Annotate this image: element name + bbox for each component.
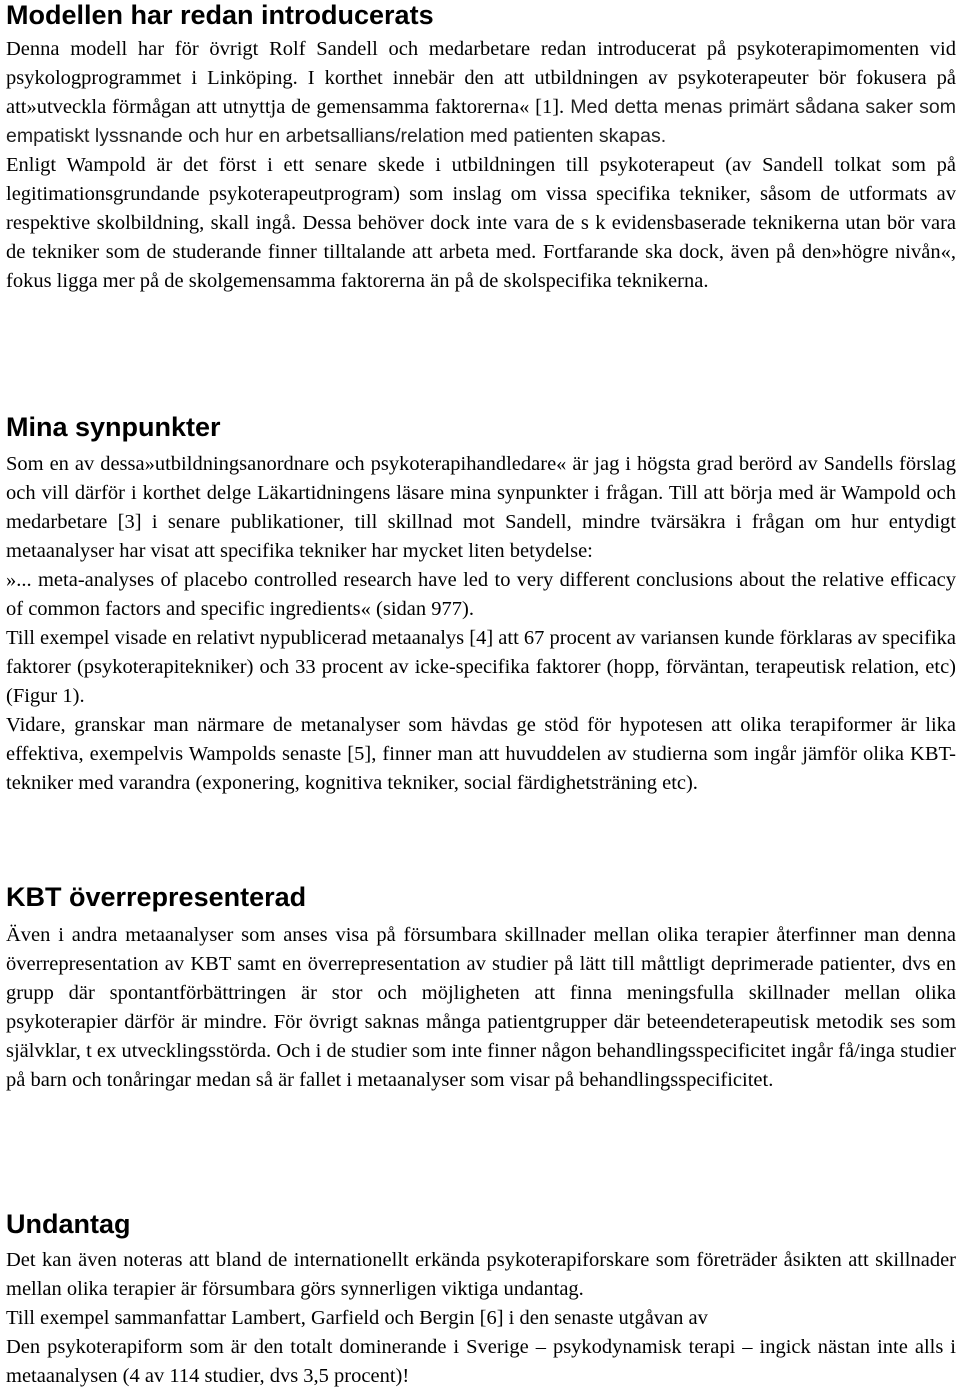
section-heading: KBT överrepresenterad xyxy=(6,882,307,912)
section-undantag xyxy=(6,1209,956,1391)
section-mina-synpunkter xyxy=(6,412,956,798)
paragraph-serif-text: Denna modell har för övrigt Rolf Sandell och medarbetare redan introducerat på psykoterapimomenten vid psykologprogrammet i Linköping. I korthet innebär den att utbildningen av psykoterapeuter bör fokusera på att»utveckla förmågan att utnyttja de gemensamma faktorerna« [1]. xyxy=(6,38,956,118)
paragraph: Som en av dessa»utbildningsanordnare och psykoterapihandledare« är jag i högsta grad berörd av Sandells förslag och vill därför i korthet delge Läkartidningens läsare mina synpunkter i frågan. Till att börja med är Wampold och medarbetare [3] i senare publikationer, till skillnad mot Sandell, mindre tvärsäkra i frågan om hur entydigt metaanalyser har visat att specifika tekniker har mycket liten betydelse: xyxy=(6,453,956,562)
paragraph: Den psykoterapiform som är den totalt dominerande i Sverige – psykodynamisk terapi – ingick nästan inte alls i metaanalysen (4 av 114 studier, dvs 3,5 procent)! xyxy=(6,1336,956,1387)
section-heading: Modellen har redan introducerats xyxy=(6,0,434,30)
paragraph: Till exempel sammanfattar Lambert, Garfield och Bergin [6] i den senaste utgåvan av xyxy=(6,1307,708,1329)
paragraph: Vidare, granskar man närmare de metanalyser som hävdas ge stöd för hypotesen att olika terapiformer är lika effektiva, exempelvis Wampolds senaste [5], finner man att huvuddelen av studierna som ingår jämför olika KBT-tekniker med varandra (exponering, kognitiva tekniker, social färdighetsträning etc). xyxy=(6,714,956,794)
section-heading: Undantag xyxy=(6,1209,131,1239)
section-heading: Mina synpunkter xyxy=(6,412,221,442)
paragraph: Det kan även noteras att bland de internationellt erkända psykoterapiforskare som företräder åsikten att skillnader mellan olika terapier är försumbara görs synnerligen viktiga undantag. xyxy=(6,1249,956,1300)
paragraph: Enligt Wampold är det först i ett senare skede i utbildningen till psykoterapeut (av Sandell tolkat som på legitimationsgrundande psykoterapeutprogram) som inslag om vissa specifika tekniker, såsom de utformats av respektive skolbildning, skall ingå. Dessa behöver dock inte vara de s k evidensbaserade teknikerna utan bör vara de tekniker som de studerande finner tilltalande att arbeta med. Fortfarande ska dock, även på den»högre nivån«, fokus ligga mer på de skolgemensamma faktorerna än på de skolspecifika teknikerna. xyxy=(6,154,956,292)
paragraph: Till exempel visade en relativt nypublicerad metaanalys [4] att 67 procent av variansen kunde förklaras av specifika faktorer (psykoterapitekniker) och 33 procent av icke-specifika faktorer (hopp, förväntan, terapeutisk relation, etc) (Figur 1). xyxy=(6,627,956,707)
section-kbt xyxy=(6,882,956,1095)
paragraph-sans-text: Med detta menas primärt sådana saker som empatiskt lyssnande och hur en arbetsallians/relation med patienten skapas. xyxy=(6,96,956,147)
quote-paragraph: »... meta-analyses of placebo controlled research have led to very different conclusions about the relative efficacy of common factors and specific ingredients« (sidan 977). xyxy=(6,569,956,620)
paragraph xyxy=(6,35,956,151)
section-modellen xyxy=(6,0,956,296)
paragraph: Även i andra metaanalyser som anses visa på försumbara skillnader mellan olika terapier återfinner man denna överrepresentation av KBT samt en överrepresentation av studier på lätt till måttligt deprimerade patienter, dvs en grupp där spontantförbättringen är stor och möjligheten att finna meningsfulla skillnader mellan olika psykoterapier därför är mindre. För övrigt saknas många patientgrupper där beteendeterapeutisk metodik ses som självklar, t ex utvecklingsstörda. Och i de studier som inte finner någon behandlingsspecificitet ingår få/inga studier på barn och tonåringar medan så är fallet i metaanalyser som visar på behandlingsspecificitet. xyxy=(6,924,956,1091)
